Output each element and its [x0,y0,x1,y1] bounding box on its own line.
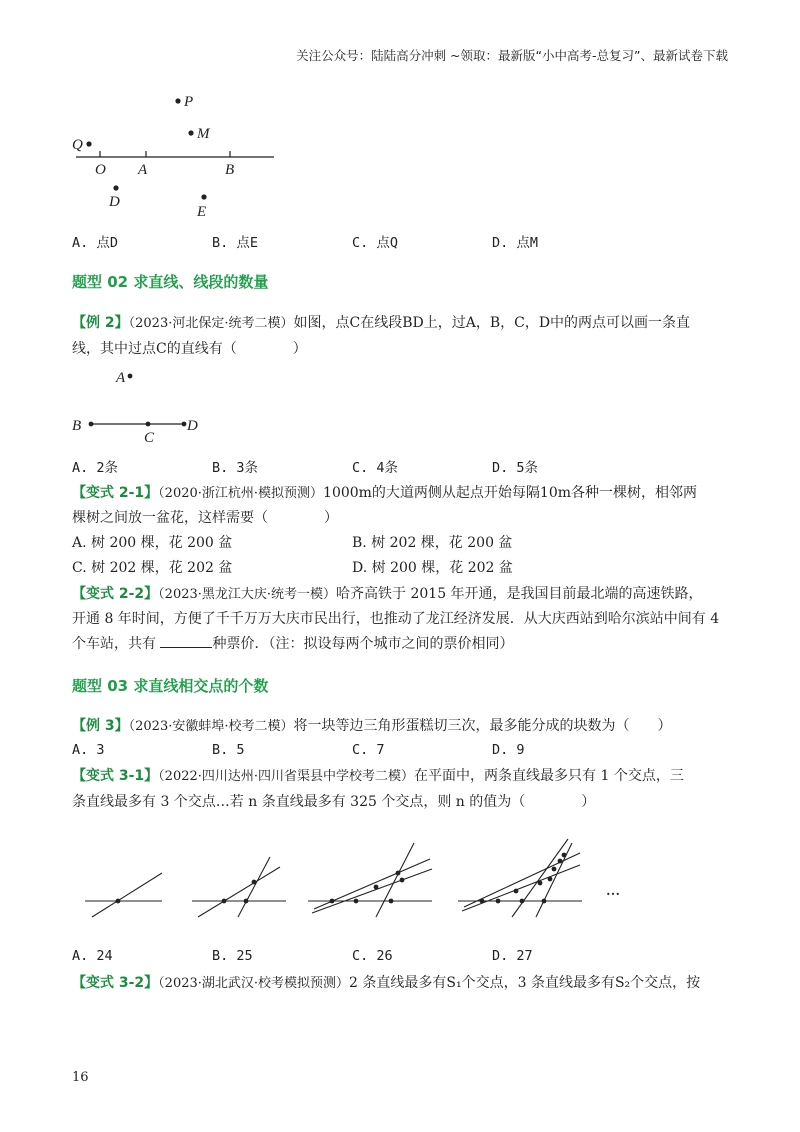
example-2-tag: 【例 2】 [72,315,129,331]
variant-2-1-line2: 棵树之间放一盆花，这样需要（ ） [72,510,338,526]
section-title-03: 题型 03 求直线相交点的个数 [72,677,269,695]
choice-a: A. 点D [72,235,119,251]
figure-points-line [60,88,290,223]
variant-2-2-tag: 【变式 2-2】 [72,586,159,602]
ex2-choice-b: B. 3条 [212,460,259,476]
variant-3-2-line1: 【变式 3-2】（2023·湖北武汉·校考模拟预测）2 条直线最多有S₁个交点，3 条直线最多有S₂个交点，按 [72,975,701,991]
page-number: 16 [72,1070,89,1085]
figure-intersecting-lines [80,835,640,920]
choice-c: C. 点Q [352,235,399,251]
example-3-tag: 【例 3】 [72,718,129,734]
label-point-q: Q [72,137,83,153]
ex3-choice-c: C. 7 [352,742,385,758]
ex2-choice-d: D. 5条 [492,460,539,476]
example-3-line1: 【例 3】（2023·安徽蚌埠·校考二模）将一块等边三角形蛋糕切三次，最多能分成的块数为（ ） [72,718,672,734]
v21-choice-a: A. 树 200 棵，花 200 盆 [72,535,233,551]
label-point-a: A [116,370,126,386]
variant-2-2-line2: 开通 8 年时间，方便了千千万万大庆市民出行，也推动了龙江经济发展．从大庆西站到哈尔滨站中间有 4 [72,611,720,627]
example-2-line1: 【例 2】（2023·河北保定·统考二模）如图，点C在线段BD上，过A，B，C，D中的两点可以画一条直 [72,315,691,331]
variant-2-1-line1: 【变式 2-1】（2020·浙江杭州·模拟预测）1000m的大道两侧从起点开始每隔10m各种一棵树，相邻两 [72,485,698,501]
ex2-choice-c: C. 4条 [352,460,399,476]
page-header: 关注公众号：陆陆高分冲刺 ~领取：最新版“小中高考-总复习”、最新试卷下载 [296,48,728,63]
v31-choice-a: A. 24 [72,948,113,964]
variant-3-1-line2: 条直线最多有 3 个交点…若 n 条直线最多有 325 个交点，则 n 的值为（ ） [72,794,596,810]
answer-blank [160,633,212,648]
ex3-choice-d: D. 9 [492,742,525,758]
label-point-c: C [144,430,155,446]
label-point-b: B [225,162,235,178]
variant-2-2-line3: 个车站，共有 种票价．（注：拟设每两个城市之间的票价相同） [72,631,513,657]
variant-3-1-line1: 【变式 3-1】（2022·四川达州·四川省渠县中学校考二模）在平面中，两条直线最多只有 1 个交点，三 [72,768,684,784]
label-point-p: P [184,94,194,110]
v31-choice-d: D. 27 [492,948,533,964]
v21-choice-c: C. 树 202 棵，花 202 盆 [72,560,233,576]
label-point-b: B [72,418,82,434]
v31-choice-b: B. 25 [212,948,253,964]
variant-3-2-tag: 【变式 3-2】 [72,975,159,991]
label-point-a: A [138,162,148,178]
variant-2-1-tag: 【变式 2-1】 [72,485,159,501]
ellipsis: … [606,884,620,899]
figure-segment-bd [60,362,220,447]
variant-2-2-line1: 【变式 2-2】（2023·黑龙江大庆·统考一模）哈齐高铁于 2015 年开通，是我国目前最北端的高速铁路， [72,586,703,602]
label-point-d: D [187,418,198,434]
label-point-e: E [197,204,207,220]
label-point-o: O [95,162,106,178]
label-point-m: M [197,126,210,142]
choice-d: D. 点M [492,235,539,251]
v21-choice-d: D. 树 200 棵，花 202 盆 [352,560,513,576]
example-2-line2: 线，其中过点C的直线有（ ） [72,341,307,357]
ex3-choice-b: B. 5 [212,742,245,758]
ex3-choice-a: A. 3 [72,742,105,758]
choice-b: B. 点E [212,235,259,251]
section-title-02: 题型 02 求直线、线段的数量 [72,273,269,291]
v31-choice-c: C. 26 [352,948,393,964]
label-point-d: D [109,194,120,210]
ex2-choice-a: A. 2条 [72,460,119,476]
variant-3-1-tag: 【变式 3-1】 [72,768,159,784]
v21-choice-b: B. 树 202 棵，花 200 盆 [352,535,513,551]
